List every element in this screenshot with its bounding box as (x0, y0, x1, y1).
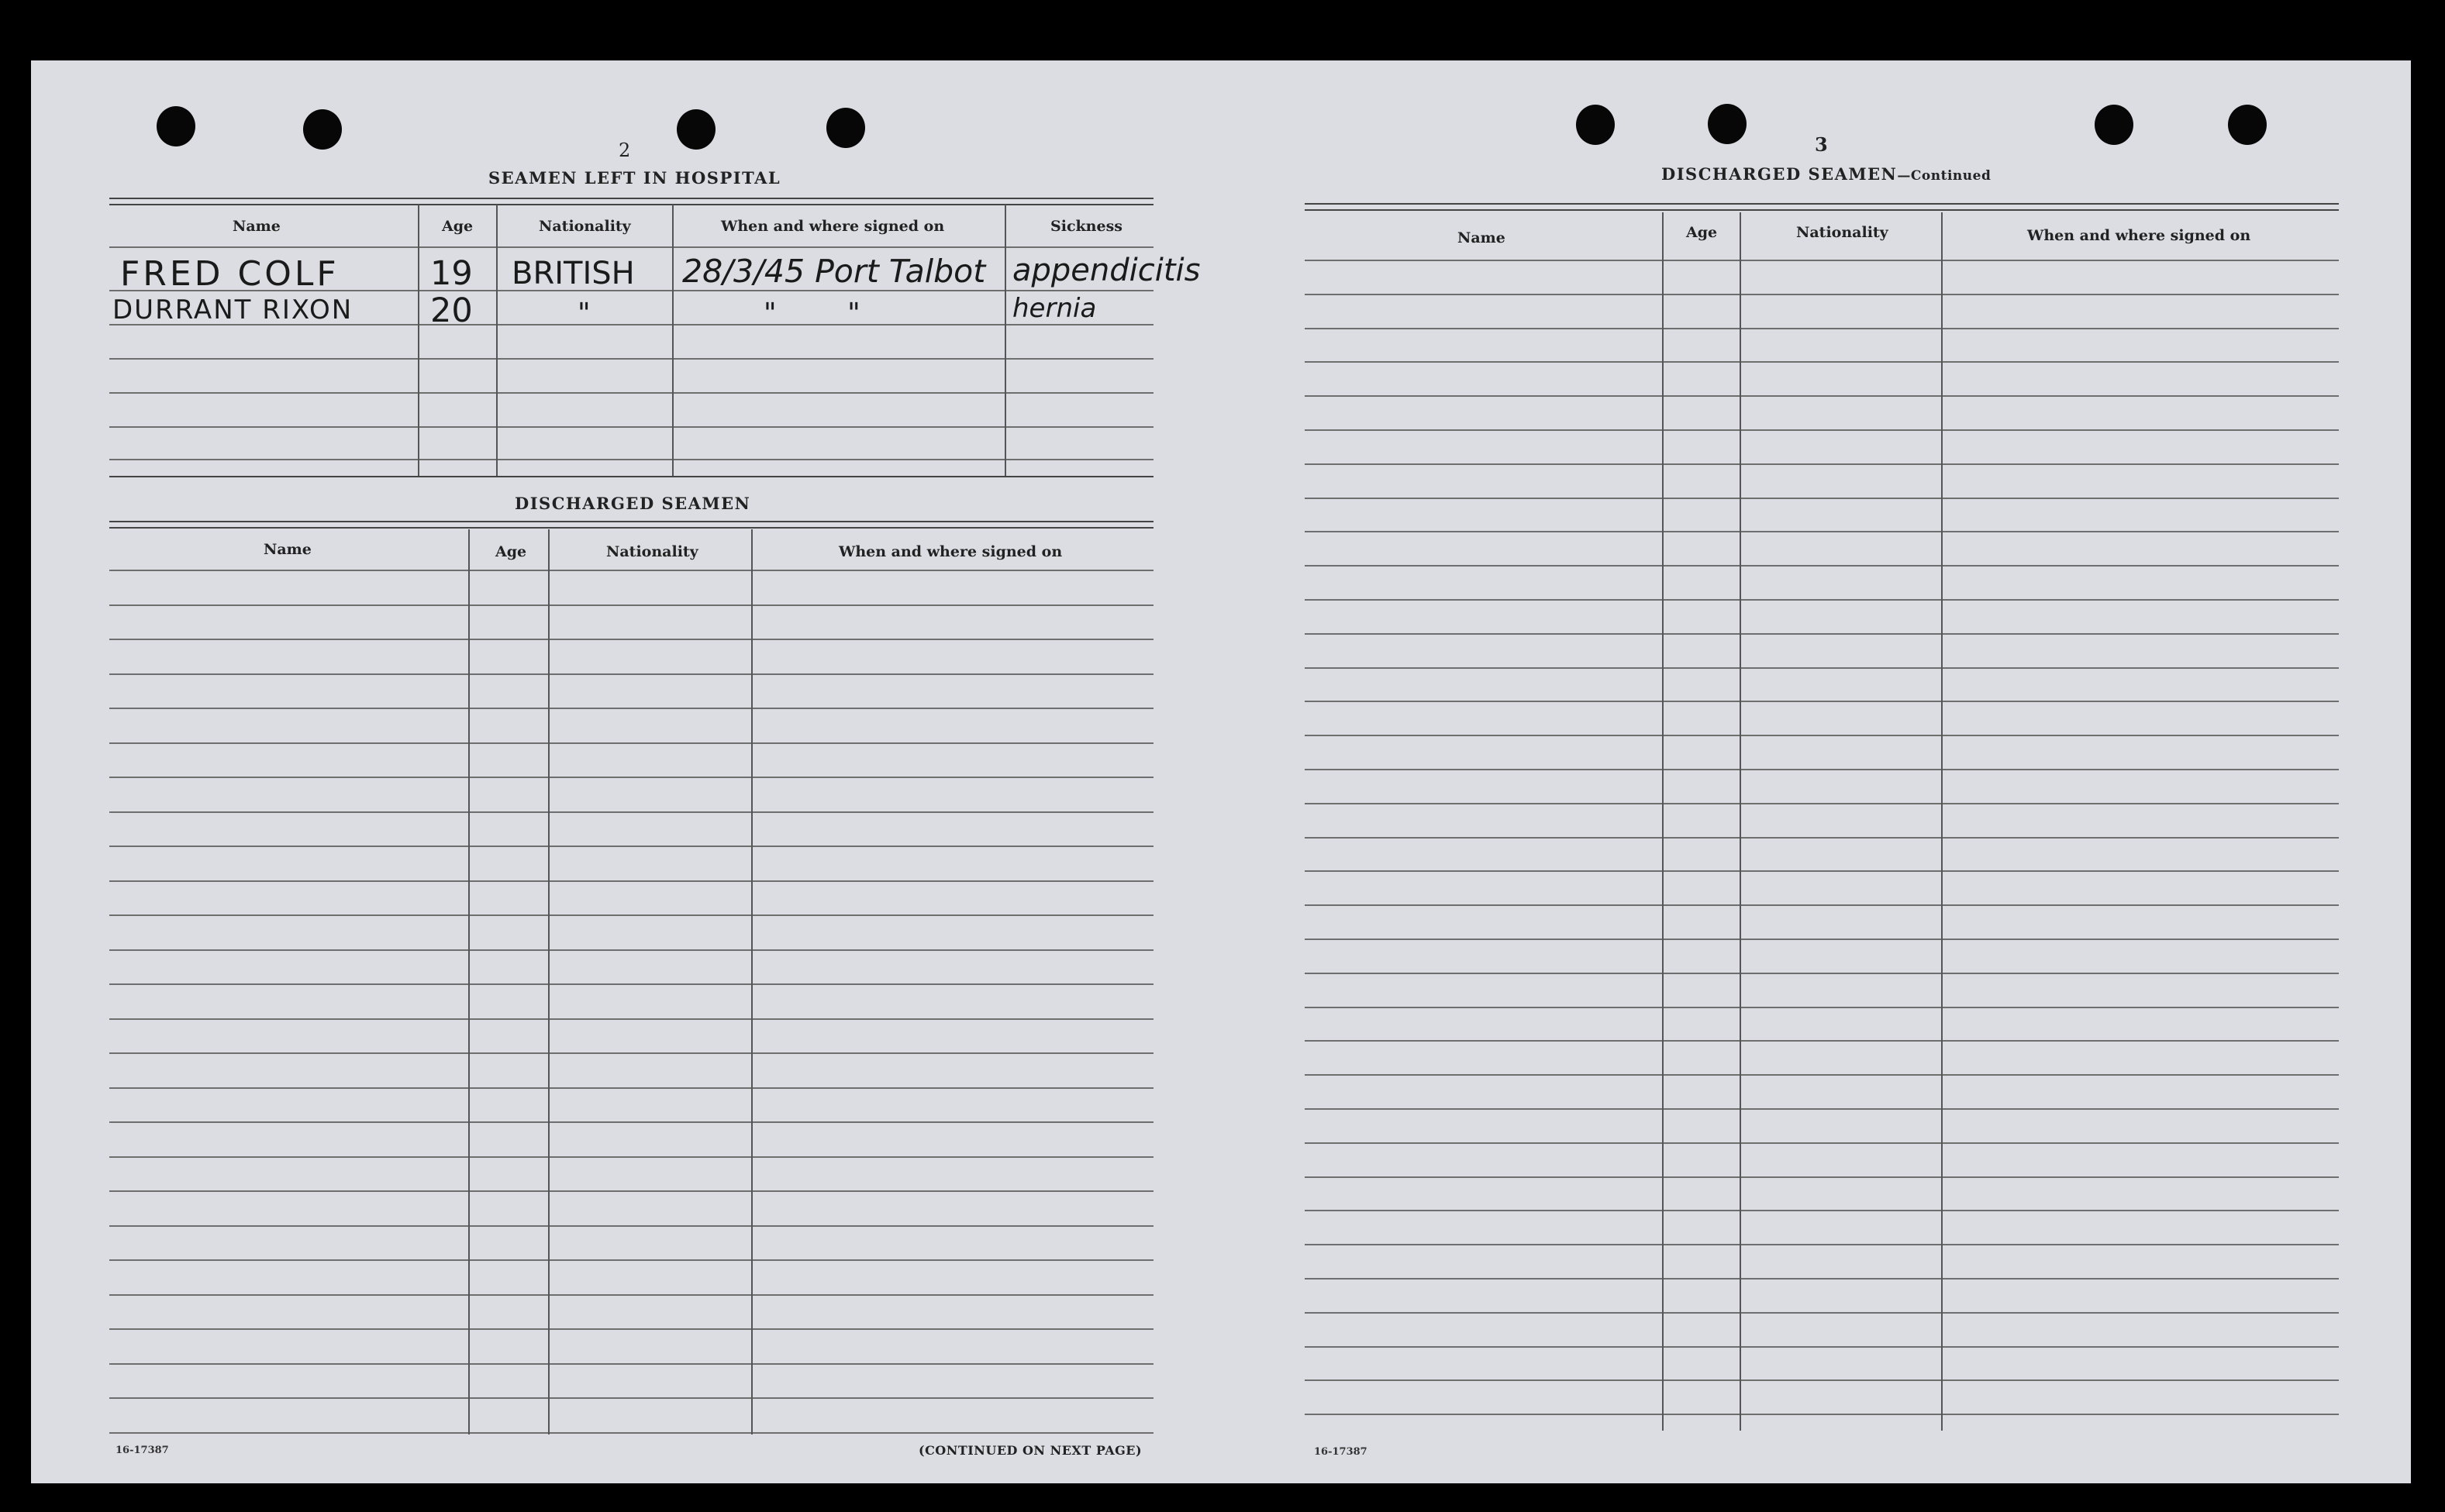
punch-hole (2228, 105, 2267, 145)
ruled-line (1305, 328, 2339, 329)
ruled-line (1305, 701, 2339, 702)
hospital-header-sickness: Sickness (1050, 218, 1122, 235)
ruled-line (109, 1087, 1154, 1089)
hospital-row-1-signed-on: 28/3/45 Port Talbot (682, 253, 986, 290)
column-divider (1941, 212, 1943, 1431)
column-divider (751, 529, 753, 1435)
ruled-line (1305, 1346, 2339, 1348)
column-divider (418, 205, 419, 476)
hospital-row-2-signed-on: " " (764, 298, 860, 329)
column-divider (1662, 212, 1664, 1431)
ruled-line (1305, 1108, 2339, 1110)
punch-hole (157, 106, 195, 146)
ruled-line (109, 914, 1154, 916)
ruled-line (109, 1190, 1154, 1192)
ruled-line (109, 1259, 1154, 1261)
ruled-line (109, 811, 1154, 813)
column-divider (468, 529, 470, 1435)
hospital-top-rule (109, 204, 1154, 205)
ruled-line (1305, 633, 2339, 635)
punch-hole (2095, 105, 2133, 145)
ruled-line (1305, 837, 2339, 839)
ruled-line (109, 1432, 1154, 1434)
ruled-line (109, 1328, 1154, 1330)
ruled-line (1305, 667, 2339, 669)
ruled-line (109, 570, 1154, 571)
punch-hole (1576, 105, 1615, 145)
discharged-section-title: DISCHARGED SEAMEN (515, 494, 751, 513)
hospital-row-2-name: DURRANT RIXON (112, 294, 353, 325)
discharged-header-signed-on: When and where signed on (839, 543, 1063, 560)
punch-hole (826, 108, 865, 148)
ruled-line (1305, 531, 2339, 532)
right-top-rule (1305, 203, 2339, 205)
hospital-row-1-age: 19 (430, 254, 473, 293)
form-number-left: 16-17387 (116, 1445, 169, 1456)
table-line (109, 358, 1154, 360)
ruled-line (1305, 1074, 2339, 1076)
ruled-line (1305, 904, 2339, 906)
discharged-top-rule (109, 527, 1154, 529)
column-divider (672, 205, 674, 476)
ruled-line (1305, 395, 2339, 397)
hospital-row-1-sickness: appendicitis (1012, 253, 1201, 288)
ruled-line (1305, 870, 2339, 872)
hospital-header-name: Name (233, 218, 281, 235)
hospital-row-2-age: 20 (430, 291, 473, 330)
ruled-line (109, 1397, 1154, 1399)
discharged-top-rule (109, 521, 1154, 522)
ruled-line (1305, 294, 2339, 295)
ruled-line (109, 1363, 1154, 1365)
hospital-top-rule (109, 198, 1154, 199)
ruled-line (109, 1294, 1154, 1296)
table-line (109, 246, 1154, 248)
ruled-line (109, 949, 1154, 951)
column-divider (548, 529, 550, 1435)
right-header-name: Name (1457, 229, 1505, 246)
ruled-line (1305, 1142, 2339, 1144)
ruled-line (1305, 1007, 2339, 1008)
table-line (109, 426, 1154, 428)
column-divider (1740, 212, 1741, 1431)
ruled-line (109, 1225, 1154, 1227)
discharged-header-age: Age (495, 543, 527, 560)
ruled-line (109, 1121, 1154, 1123)
ruled-line (1305, 1210, 2339, 1211)
ruled-line (1305, 463, 2339, 465)
table-bottom-rule (109, 476, 1154, 477)
table-line (109, 459, 1154, 460)
punch-hole (303, 109, 342, 150)
hospital-row-1-nationality: BRITISH (512, 256, 635, 291)
hospital-section-title: SEAMEN LEFT IN HOSPITAL (488, 168, 781, 188)
right-header-nationality: Nationality (1796, 224, 1888, 241)
ruled-line (109, 1052, 1154, 1054)
right-top-rule (1305, 209, 2339, 211)
page-number-right: 3 (1815, 133, 1828, 156)
ruled-line (1305, 1379, 2339, 1381)
hospital-row-2-nationality: " (578, 298, 591, 329)
ruled-line (1305, 498, 2339, 499)
ruled-line (1305, 939, 2339, 940)
punch-hole (677, 109, 716, 150)
discharged-continued-title-main: DISCHARGED SEAMEN (1661, 164, 1898, 184)
punch-hole (1708, 104, 1747, 144)
hospital-row-2-sickness: hernia (1012, 293, 1097, 324)
ruled-line (1305, 361, 2339, 363)
ruled-line (1305, 769, 2339, 770)
continued-suffix: —Continued (1897, 168, 1992, 184)
discharged-continued-title (1661, 164, 1991, 184)
ruled-line (1305, 803, 2339, 804)
ruled-line (1305, 260, 2339, 261)
form-number-right: 16-17387 (1314, 1446, 1367, 1458)
table-line (109, 392, 1154, 394)
ruled-line (109, 604, 1154, 606)
ruled-line (109, 708, 1154, 709)
ruled-line (109, 777, 1154, 778)
ruled-line (1305, 1244, 2339, 1245)
ruled-line (109, 673, 1154, 675)
ruled-line (1305, 1312, 2339, 1314)
ruled-line (109, 1018, 1154, 1020)
ruled-line (109, 983, 1154, 985)
discharged-header-nationality: Nationality (606, 543, 698, 560)
ruled-line (1305, 973, 2339, 974)
hospital-row-1-name: FRED COLF (120, 254, 340, 294)
ruled-line (109, 1156, 1154, 1158)
ruled-line (1305, 565, 2339, 567)
hospital-header-nationality: Nationality (539, 218, 631, 235)
ruled-line (109, 639, 1154, 640)
discharged-header-name: Name (264, 541, 312, 558)
continued-note: (CONTINUED ON NEXT PAGE) (919, 1443, 1143, 1458)
right-header-age: Age (1686, 224, 1718, 241)
ruled-line (1305, 1414, 2339, 1415)
ruled-line (1305, 735, 2339, 736)
ruled-line (109, 880, 1154, 882)
hospital-header-signed-on: When and where signed on (721, 218, 945, 235)
ruled-line (1305, 1176, 2339, 1178)
ruled-line (1305, 599, 2339, 601)
ruled-line (1305, 1278, 2339, 1280)
ruled-line (1305, 429, 2339, 431)
right-header-signed-on: When and where signed on (2027, 227, 2251, 244)
column-divider (1005, 205, 1006, 476)
ruled-line (109, 846, 1154, 847)
page-number-left: 2 (619, 139, 631, 161)
column-divider (496, 205, 498, 476)
ruled-line (1305, 1040, 2339, 1042)
hospital-header-age: Age (442, 218, 474, 235)
document-sheet (31, 60, 2411, 1483)
ruled-line (109, 742, 1154, 744)
